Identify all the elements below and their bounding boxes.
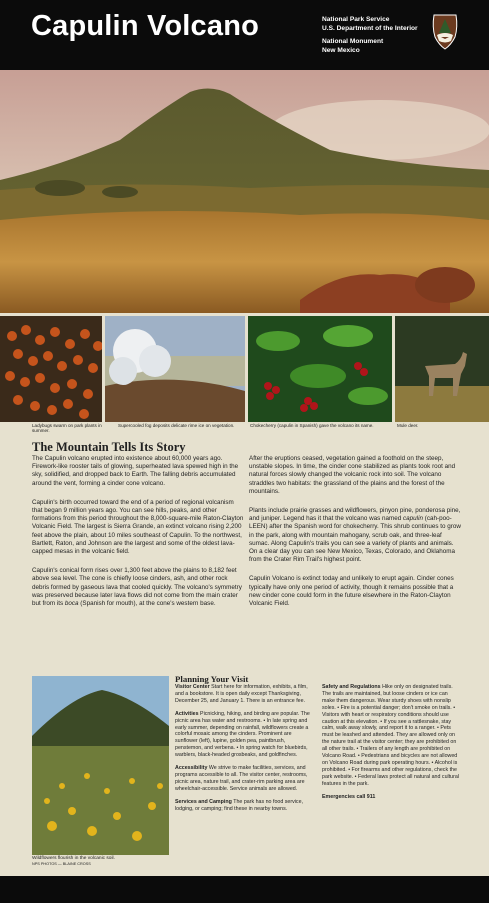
article-paragraph: Plants include prairie grasses and wildflowers, pinyon pine, ponderosa pine, and juniper. Legend has it that the volcano was named capulin (cah-poo-LEEN) after the Spanish word for chokecherry. This shrub continues to grow in the park, along with mountain mahogany, scrub oak, and three-leaf sumac. Along Capulin's trails you can see a variety of plants and animals. On a clear day you can see New Mexico, Texas, Colorado, and Oklahoma from the Crater Rim Trail's highest point. [249,507,461,564]
rime-fog-photo [105,316,245,422]
agency-line-2: U.S. Department of the Interior [322,24,418,32]
header-band [0,0,489,70]
caption-fog: Supercooled fog deposits delicate rime ice on vegetation. [118,423,235,428]
safety-paragraph: Safety and Regulations Hike only on designated trails. The trails are maintained, but loose cinders or ice can make them dangerous. Wear sturdy shoes with nonslip soles. • Fire is a potential danger; don't smoke on trails. • Visitors with heart or respiratory conditions should use caution at this elevation. • If you see a rattlesnake, stay calm, walk away slowly, and report it to a ranger. • Pets must be leashed and attended. They are allowed only on the nature trail at the visitor center; they are prohibited on all other trails. • Trailers of any length are prohibited on Volcano Road. • Pedestrians and bicycles are not allowed on Volcano Road during park operating hours. • Alcohol is prohibited. • For firearms and other regulations, check the park website. • Federal laws protect all natural and cultural features in the park. [322,684,459,787]
mule-deer-photo [395,316,489,422]
wildflowers-photo [32,676,169,855]
planning-column-left [175,684,314,819]
agency-line-1: National Park Service [322,16,390,23]
article-paragraph: Capulin's birth occurred toward the end of a period of regional volcanism that began 9 million years ago. You can see hills, peaks, and other formations from this period throughout the 8,000-square-mile Raton-Clayton Volcanic Field. The largest is Sierra Grande, an extinct volcano rising 2,200 feet above the plain, about 10 miles southeast of Capulin. To the northwest, Bartlett, Raton, and Johnson are the largest and some of the oldest lava-capped mesas in the volcanic field. [32,498,244,556]
footer-band [0,876,489,903]
article-paragraph: Capulin's conical form rises over 1,300 feet above the plains to 8,182 feet above sea level. The cone is chiefly loose cinders, ash, and other rock debris formed by gaseous lava that cooled quickly. The volcano's symmetry was preserved because later lava flows did not come from the main crater but from its boca (Spanish for mouth), at the cone's western base. [32,567,242,608]
planning-column-right [322,684,462,807]
article-paragraph: Capulin Volcano is extinct today and unlikely to erupt again. Cinder cones typically have only one period of activity, though it remains possible that a new cinder cone could form in the future elsewhere in the Raton-Clayton Volcanic Field. [249,575,454,608]
article-paragraph: After the eruptions ceased, vegetation gained a foothold on the steep, unstable slopes. In time, the cinder cone stabilized as plants took root and natural forces slowly changed the volcanic rock into soil. The volcano straddles two habitats: the grassland of the plains and the forest of the mountains. [249,455,456,495]
caption-wildflowers: Wildflowers flourish in the volcanic soil. NPS PHOTOS — BLAINE CROSS [32,856,115,866]
page-title: Capulin Volcano [31,10,260,42]
services-paragraph: Services and Camping The park has no food service, lodging, or camping; find these in nearby towns. [175,798,303,812]
caption-deer: Mule deer. [397,423,419,428]
chokecherry-photo [248,316,392,422]
photo-credit: NPS PHOTOS — BLAINE CROSS [32,861,91,866]
visitor-center-paragraph: Visitor Center Start here for information, exhibits, a film, and a bookstore. It is open daily except Thanksgiving, December 25, and January 1. There is an entrance fee. [175,684,308,704]
activities-paragraph: Activities Picnicking, hiking, and birding are popular. The picnic area has water and restrooms. • In late spring and early summer, depending on rainfall, wildflowers create a colorful mosaic among the cinders. Prominent are sunflower (left), lupine, golden pea, paintbrush, penstemon, and verbena. • In spring watch for bluebirds, warblers, black-headed grosbeaks, and goldfinches. [175,710,310,759]
article-paragraph: The Capulin volcano erupted into existence about 60,000 years ago. Firework-like rooster tails of glowing, superheated lava spewed high in the sky, solidified, and dropped back to Earth. The falling debris accumulated around the vent, forming a cinder cone volcano. [32,455,239,487]
unit-line-2: New Mexico [322,46,360,54]
article-column-left [32,455,245,619]
hero-photo-volcano [0,70,489,313]
unit-line-1: National Monument [322,38,384,46]
ladybugs-photo [0,316,102,422]
agency-block [322,16,418,55]
article-heading: The Mountain Tells Its Story [32,440,186,454]
emergency-line: Emergencies call 911 [322,793,376,800]
article-column-right [249,455,461,619]
caption-chokecherry: Chokecherry (capulin in Spanish) gave the volcano its name. [250,423,374,428]
caption-ladybugs: Ladybugs swarm on park plants in summer. [32,423,102,434]
planning-heading: Planning Your Visit [175,674,249,684]
nps-arrowhead-logo [431,13,459,51]
accessibility-paragraph: Accessibility We strive to make facilities, services, and programs accessible to all. The visitor center, restrooms, picnic area, nature trail, and crater-rim parking area are wheelchair-accessible. Service animals are allowed. [175,765,308,792]
